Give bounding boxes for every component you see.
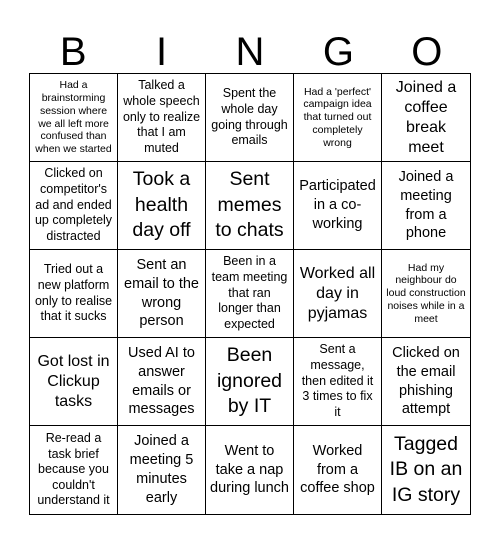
bingo-cell-r1c3[interactable] [206,74,294,162]
bingo-cell-text: Clicked on the email phishing attempt [392,344,460,418]
bingo-cell-r2c3[interactable] [206,162,294,250]
bingo-cell-r4c2[interactable] [118,338,206,426]
bingo-cell-text: Had a brainstorming session where we all left more confused than when we started [35,79,112,156]
header-letter-n: N [235,30,265,74]
bingo-cell-r2c5[interactable] [382,162,470,250]
bingo-cell-r3c3[interactable] [206,250,294,338]
bingo-cell-text: Re-read a task brief because you couldn't understand it [37,430,110,508]
bingo-cell-text: Sent memes to chats [215,168,284,242]
bingo-cell-text: Clicked on competitor's ad and ended up completely distracted [34,166,113,243]
bingo-cell-text: Been in a team meeting that ran longer than expected [211,254,288,331]
bingo-cell-text: Been ignored by IT [216,344,283,418]
bingo-cell-text: Had a 'perfect' campaign idea that turned out completely wrong [303,85,372,149]
bingo-cell-text: Went to take a nap during lunch [210,442,289,497]
bingo-cell-r4c3[interactable] [206,338,294,426]
bingo-cell-r2c1[interactable] [30,162,118,250]
bingo-cell-r2c2[interactable] [118,162,206,250]
bingo-cell-text: Tagged IB on an IG story [389,432,463,506]
bingo-cell-r1c2[interactable] [118,74,206,162]
bingo-cell-text: Talked a whole speech only to realize that I am muted [122,78,201,155]
bingo-cell-r5c3[interactable] [206,426,294,514]
header-letter-i: I [156,30,168,74]
bingo-cell-r4c4[interactable] [294,338,382,426]
header-letter-b: B [59,30,87,74]
bingo-cell-text: Spent the whole day going through emails [211,86,288,148]
bingo-cell-text: Used AI to answer emails or messages [128,344,195,418]
bingo-cell-text: Joined a meeting 5 minutes early [129,433,194,506]
bingo-cell-text: Took a health day off [132,168,191,242]
bingo-cell-r3c2[interactable] [118,250,206,338]
bingo-cell-r5c1[interactable] [30,426,118,514]
bingo-cell-r4c1[interactable] [30,338,118,426]
bingo-cell-text: Worked all day in pyjamas [299,264,376,322]
bingo-header [29,30,471,74]
bingo-cell-r5c5[interactable] [382,426,470,514]
bingo-cell-r5c2[interactable] [118,426,206,514]
bingo-cell-r2c4[interactable] [294,162,382,250]
bingo-cell-text: Joined a coffee break meet [395,78,457,156]
bingo-card-grid [29,73,471,515]
bingo-cell-r1c4[interactable] [294,74,382,162]
bingo-cell-text: Sent an email to the wrong person [124,256,199,330]
bingo-cell-text: Worked from a coffee shop [300,442,375,497]
bingo-cell-text: Tried out a new platform only to realise that it sucks [34,262,113,324]
bingo-cell-r3c4[interactable] [294,250,382,338]
bingo-cell-text: Sent a message, then edited it 3 times to fix it [301,342,374,419]
bingo-cell-r5c4[interactable] [294,426,382,514]
bingo-cell-r4c5[interactable] [382,338,470,426]
bingo-cell-r1c5[interactable] [382,74,470,162]
bingo-cell-text: Joined a meeting from a phone [398,168,454,242]
header-letter-g: G [322,30,354,74]
header-letter-o: O [411,30,443,74]
bingo-cell-r3c1[interactable] [30,250,118,338]
bingo-cell-text: Had my neighbour do loud construction noises while in a meet [386,261,466,325]
bingo-cell-text: Got lost in Clickup tasks [37,352,110,410]
bingo-cell-text: Participated in a co-working [299,178,376,232]
bingo-cell-r3c5[interactable] [382,250,470,338]
bingo-cell-r1c1[interactable] [30,74,118,162]
